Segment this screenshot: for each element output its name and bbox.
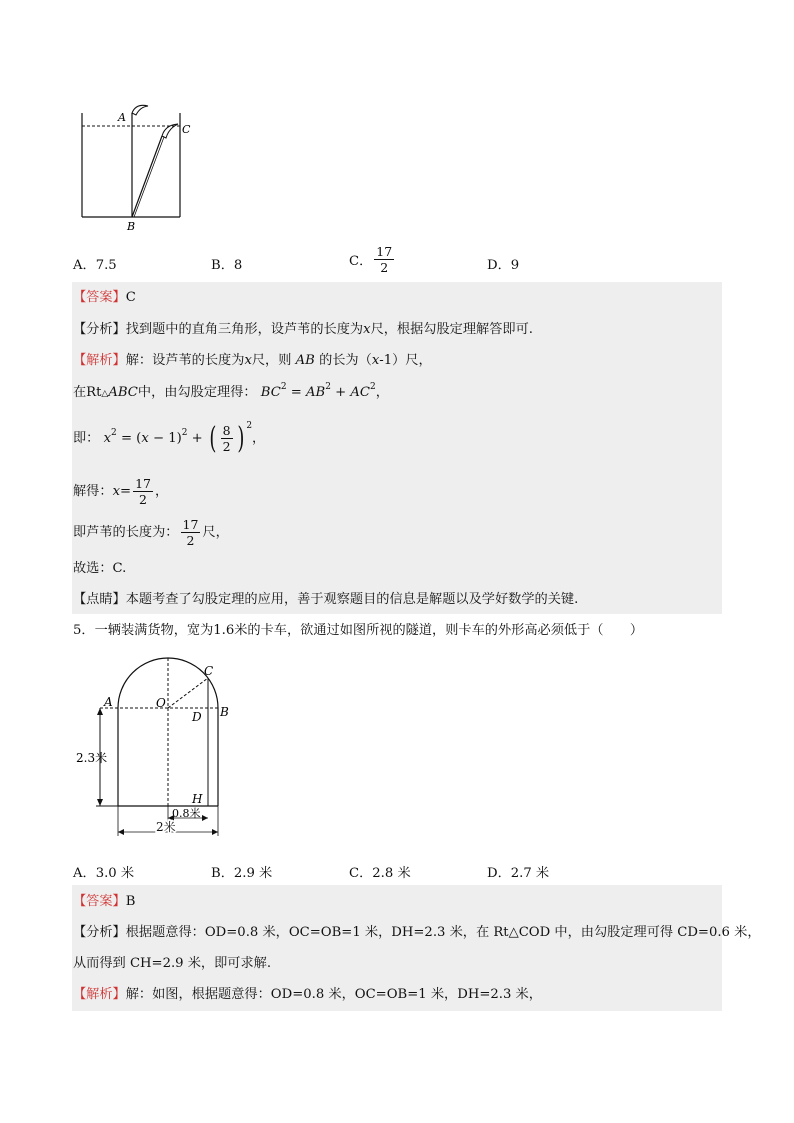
tunnel-label-a: A <box>104 695 113 709</box>
tunnel-label-c: C <box>204 664 214 678</box>
reed-figure <box>70 95 200 235</box>
q4-option-d: D．9 <box>487 258 520 273</box>
q4-option-a: A．7.5 <box>73 258 117 273</box>
q5-option-d: D．2.7 米 <box>487 866 550 881</box>
q4-analysis: 【分析】找到题中的直角三角形，设芦苇的长度为x尺，根据勾股定理解答即可. <box>73 322 534 337</box>
tunnel-label-d: D <box>192 710 202 724</box>
q4-solution-line6: 故选：C. <box>73 561 127 576</box>
q5-option-b: B．2.9 米 <box>211 866 273 881</box>
q5-option-c: C．2.8 米 <box>349 866 411 881</box>
point-label-b: B <box>127 220 136 233</box>
tunnel-figure <box>70 650 240 840</box>
q4-solution-line4: 解得：x= $\frac{17}{2}$ ， <box>73 476 169 507</box>
q4-solution-line5: 即芦苇的长度为： $\frac{17}{2}$ 尺， <box>73 517 229 548</box>
width-label-small: 0.8米 <box>172 807 201 820</box>
q4-comment: 【点睛】本题考查了勾股定理的应用，善于观察题目的信息是解题以及学好数学的关键. <box>73 592 579 607</box>
q5-answer: 【答案】B <box>73 894 136 909</box>
q4-solution-line1: 【解析】解：设芦苇的长度为x尺，则 AB 的长为（x-1）尺， <box>73 353 432 368</box>
q4-solution-line2: 在Rt△ABC中，由勾股定理得： $BC^2 = AB^2 + AC^2$， <box>73 382 389 400</box>
height-label: 2.3米 <box>76 751 108 765</box>
q4-option-c: C． $\frac{17}{2}$ <box>349 244 393 275</box>
q5-stem: 5．一辆装满货物，宽为1.6米的卡车，欲通过如图所视的隧道，则卡车的外形高必须低于（ ） <box>73 623 644 638</box>
q5-analysis-line2: 从而得到 CH=2.9 米，即可求解. <box>73 956 272 971</box>
point-label-c: C <box>182 123 191 136</box>
width-label-total: 2米 <box>156 820 176 834</box>
q5-option-a: A．3.0 米 <box>73 866 135 881</box>
q5-analysis-line1: 【分析】根据题意得：OD=0.8 米，OC=OB=1 米，DH=2.3 米，在 Rt△COD 中，由勾股定理可得 CD=0.6 米， <box>73 925 761 940</box>
q4-answer: 【答案】C <box>73 290 136 305</box>
q4-solution-line3: 即： $x^2 = (x - 1)^2$ + ( $\frac{8}{2}$ ) $^2$， <box>73 420 266 456</box>
q5-solution: 【解析】解：如图，根据题意得：OD=0.8 米，OC=OB=1 米，DH=2.3 米， <box>73 987 542 1002</box>
tunnel-label-h: H <box>192 792 203 806</box>
q4-option-b: B．8 <box>211 258 243 273</box>
tunnel-label-o: O <box>156 696 166 710</box>
tunnel-label-b: B <box>220 705 229 719</box>
point-label-a: A <box>118 111 126 124</box>
